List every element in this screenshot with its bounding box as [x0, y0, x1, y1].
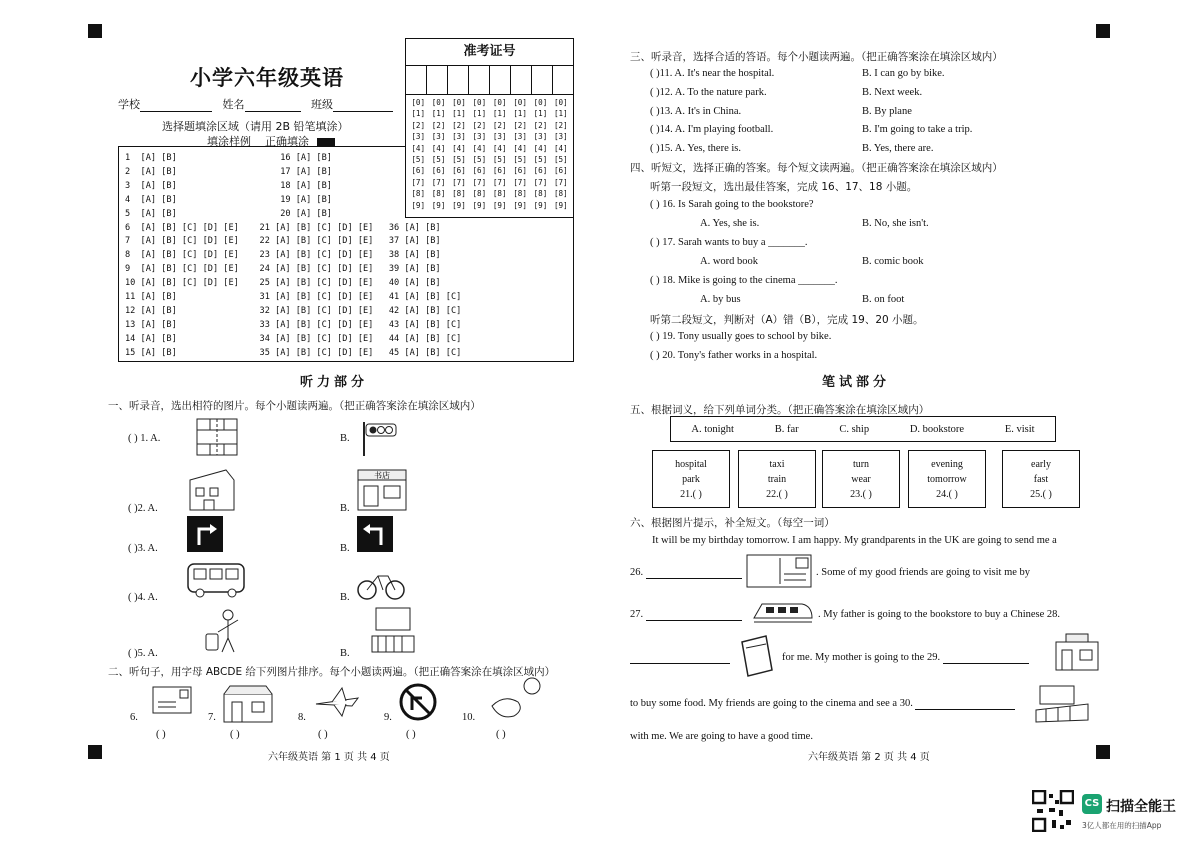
ticket-digit-column[interactable] [449, 97, 469, 211]
ticket-digit[interactable]: [3] [431, 132, 446, 142]
name-field[interactable] [245, 98, 301, 112]
right-footer: 六年级英语 第 2 页 共 4 页 [808, 752, 930, 763]
part2-heading: 二、听句子，用字母 ABCDE 给下列图片排序。每个小题读两遍。（把正确答案涂在填涂区域内） [108, 666, 556, 678]
no-right-turn-icon [398, 682, 438, 722]
cs-logo: CS [1082, 794, 1102, 814]
blank-28[interactable] [630, 652, 730, 664]
p2-label-9: 9. [384, 712, 392, 723]
q12-a: ( )12. A. To the nature park. [650, 86, 767, 98]
ticket-digit[interactable]: [8] [452, 189, 466, 199]
passage-t27: . My father is going to the bookstore to buy a Chinese 28. [818, 609, 1061, 620]
ticket-digit[interactable]: [0] [411, 98, 426, 107]
ticket-digit[interactable]: [3] [452, 132, 466, 142]
blank-30[interactable] [915, 698, 1015, 710]
cinema-icon [370, 606, 416, 656]
category-box [822, 450, 900, 508]
left-footer: 六年级英语 第 1 页 共 4 页 [268, 752, 390, 763]
bubble-row[interactable]: 4 [A] [B] 19 [A] [B] [125, 194, 332, 205]
crossroad-icon [196, 418, 238, 456]
airplane-icon [312, 684, 362, 720]
ticket-digit[interactable]: [5] [533, 155, 548, 165]
bubble-row[interactable]: 8 [A] [B] [C] [D] [E] 23 [A] [B] [C] [D] [E] 38 [A] [B] [125, 250, 441, 261]
ticket-digit[interactable]: [6] [492, 166, 507, 176]
blank-27[interactable] [646, 609, 742, 621]
ticket-digit[interactable]: [0] [533, 98, 548, 107]
ticket-digit[interactable]: [4] [492, 143, 507, 153]
q15-a: ( )15. A. Yes, there is. [650, 143, 741, 155]
train-icon [752, 598, 814, 626]
category-word: wear [851, 474, 871, 485]
ticket-digit[interactable]: [5] [411, 155, 426, 165]
category-word: turn [852, 459, 870, 470]
ticket-digit[interactable]: [1] [533, 109, 548, 119]
q17: ( ) 17. Sarah wants to buy a _______. [650, 237, 808, 248]
ticket-digit[interactable]: [6] [431, 166, 446, 176]
blank-29[interactable] [943, 652, 1029, 664]
class-field[interactable] [333, 98, 393, 112]
bookstore-icon [356, 468, 408, 512]
ticket-digit[interactable]: [3] [553, 132, 568, 142]
ticket-digit[interactable]: [9] [472, 200, 487, 210]
ticket-digit[interactable]: [1] [411, 109, 426, 119]
q14-b: B. I'm going to take a trip. [862, 124, 973, 136]
p2-label-8: 8. [298, 712, 306, 723]
name-label: 姓名 [222, 98, 245, 111]
category-word: train [767, 474, 787, 485]
ticket-digit[interactable]: [3] [513, 132, 527, 142]
ticket-digit[interactable]: [6] [452, 166, 466, 176]
bubble-row[interactable]: 7 [A] [B] [C] [D] [E] 22 [A] [B] [C] [D] [E] 37 [A] [B] [125, 236, 441, 247]
ticket-digit[interactable]: [9] [533, 200, 548, 210]
q18-b: B. on foot [862, 294, 905, 305]
ticket-digit-column[interactable] [469, 97, 489, 211]
ticket-digit[interactable]: [8] [553, 189, 568, 199]
ticket-digit[interactable]: [5] [492, 155, 507, 165]
q20: ( ) 20. Tony's father works in a hospital. [650, 350, 818, 361]
ticket-digit[interactable]: [3] [472, 132, 487, 142]
q13-b: B. By plane [862, 105, 912, 117]
q15-b: B. Yes, there are. [862, 143, 934, 155]
part4-sub1: 听第一段短文，选出最佳答案，完成 16、17、18 小题。 [650, 181, 918, 193]
passage-line1: It will be my birthday tomorrow. I am happy. My grandparents in the UK are going to send me a [652, 535, 1057, 546]
ticket-digit[interactable]: [6] [411, 166, 426, 176]
supermarket-icon [1054, 632, 1100, 672]
q17-b: B. comic book [862, 256, 924, 267]
ticket-digit[interactable]: [5] [431, 155, 446, 165]
bubble-row[interactable]: 5 [A] [B] 20 [A] [B] [125, 208, 332, 219]
ticket-digit[interactable]: [7] [513, 177, 527, 187]
ticket-digit[interactable]: [0] [452, 98, 466, 107]
bookstore-sign: 书店 [374, 471, 390, 480]
bubble-row[interactable]: 11 [A] [B] 31 [A] [B] [C] [D] [E] 41 [A] [B] [C] [125, 292, 462, 302]
bubble-row[interactable]: 1 [A] [B] 16 [A] [B] [125, 153, 332, 163]
q1-b-label: B. [340, 433, 350, 444]
ticket-digit[interactable]: [2] [553, 120, 568, 130]
hospital-building-icon [186, 466, 238, 512]
ticket-digit-column[interactable] [490, 97, 510, 211]
corner-mark [88, 24, 102, 38]
bubble-row[interactable]: 9 [A] [B] [C] [D] [E] 24 [A] [B] [C] [D] [E] 39 [A] [B] [125, 264, 441, 275]
postcard-icon [746, 554, 812, 588]
supermarket-icon [222, 684, 274, 724]
ticket-digit[interactable]: [7] [492, 177, 507, 187]
ticket-digit[interactable]: [1] [492, 109, 507, 119]
class-label: 班级 [311, 98, 333, 111]
ticket-label: 准考证号 [406, 39, 573, 66]
p2-blank-10[interactable]: ( ) [496, 729, 506, 740]
category-answer[interactable]: 22.( ) [766, 489, 788, 500]
ticket-digit[interactable]: [8] [431, 189, 446, 199]
ticket-digit[interactable]: [7] [472, 177, 487, 187]
n26: 26. [630, 567, 644, 578]
blank26-row [630, 567, 742, 579]
bus-icon [186, 560, 248, 600]
ticket-digit[interactable]: [1] [513, 109, 527, 119]
n27: 27. [630, 609, 644, 620]
turn-left-sign-icon [356, 515, 394, 553]
category-word: evening [931, 459, 963, 470]
ticket-digit[interactable]: [5] [513, 155, 527, 165]
ticket-digit[interactable]: [1] [472, 109, 487, 119]
q14-a: ( )14. A. I'm playing football. [650, 124, 774, 136]
corner-mark [1096, 24, 1110, 38]
ticket-digit[interactable]: [4] [513, 143, 527, 153]
bubble-row[interactable]: 12 [A] [B] 32 [A] [B] [C] [D] [E] 42 [A] [B] [C] [125, 305, 462, 316]
ticket-digit[interactable]: [2] [452, 120, 466, 130]
q13-a: ( )13. A. It's in China. [650, 105, 742, 117]
passage-t30: with me. We are going to have a good time. [630, 731, 813, 742]
ticket-digit[interactable]: [7] [533, 177, 548, 187]
ticket-digit[interactable]: [4] [472, 143, 487, 153]
moon-festival-icon [484, 676, 544, 722]
part3-heading: 三、听录音，选择合适的答语。每个小题读两遍。（把正确答案涂在填涂区域内） [630, 51, 1003, 63]
ticket-digit[interactable]: [9] [513, 200, 527, 210]
part5-heading: 五、根据词义，给下列单词分类。（把正确答案涂在填涂区域内） [630, 404, 930, 416]
category-box [1002, 450, 1080, 508]
bike-icon [356, 566, 406, 602]
p2-blank-7[interactable]: ( ) [230, 729, 240, 740]
q11-b: B. I can go by bike. [862, 68, 945, 79]
p2-label-6: 6. [130, 712, 138, 723]
student-info [118, 96, 393, 112]
ticket-digit[interactable]: [2] [431, 120, 446, 130]
ticket-digit[interactable]: [9] [411, 200, 426, 210]
bubble-row[interactable]: 2 [A] [B] 17 [A] [B] [125, 166, 332, 177]
ticket-digit[interactable]: [6] [513, 166, 527, 176]
category-box [738, 450, 816, 508]
q17-a: A. word book [700, 256, 759, 267]
section-written: 笔试部分 [822, 375, 891, 390]
word-option: C. ship [839, 423, 870, 435]
ticket-digit[interactable]: [8] [492, 189, 507, 199]
ticket-digit[interactable]: [3] [533, 132, 548, 142]
category-word: fast [1033, 474, 1049, 485]
school-field[interactable] [140, 98, 212, 112]
ticket-digit[interactable]: [9] [431, 200, 446, 210]
ticket-digit[interactable]: [6] [472, 166, 487, 176]
ticket-digit[interactable]: [6] [533, 166, 548, 176]
answer-area-label: 选择题填涂区域（请用 2B 铅笔填涂） [162, 120, 349, 133]
category-word: taxi [769, 459, 785, 470]
exam-ticket [405, 38, 574, 218]
ticket-digit[interactable]: [4] [553, 143, 568, 153]
ticket-digit[interactable]: [8] [513, 189, 527, 199]
ticket-digit[interactable]: [7] [431, 177, 446, 187]
ticket-digit[interactable]: [8] [472, 189, 487, 199]
blank-26[interactable] [646, 567, 742, 579]
page-title: 小学六年级英语 [190, 66, 344, 90]
q12-b: B. Next week. [862, 86, 923, 98]
word-options-box [670, 416, 1056, 442]
blank28-row [630, 652, 730, 664]
category-word: early [1031, 459, 1051, 470]
p2-blank-9[interactable]: ( ) [406, 729, 416, 740]
q16: ( ) 16. Is Sarah going to the bookstore? [650, 199, 814, 210]
category-word: tomorrow [927, 474, 967, 485]
category-answer[interactable]: 21.( ) [680, 489, 702, 500]
ticket-digit[interactable]: [5] [452, 155, 466, 165]
category-box [908, 450, 986, 508]
ticket-digit-column[interactable] [510, 97, 530, 211]
ticket-digit-column[interactable] [551, 97, 571, 211]
part4-heading: 四、听短文，选择正确的答案。每个短文读两遍。（把正确答案涂在填涂区域内） [630, 162, 1003, 174]
passage-t28 [782, 652, 1029, 664]
traveler-icon [200, 608, 244, 656]
category-word: park [682, 474, 700, 485]
category-answer[interactable]: 23.( ) [850, 489, 872, 500]
ticket-digit[interactable]: [7] [553, 177, 568, 187]
category-answer[interactable]: 25.( ) [1030, 489, 1052, 500]
passage-t29 [630, 698, 1015, 710]
ticket-digit[interactable]: [2] [492, 120, 507, 130]
ticket-digit[interactable]: [9] [553, 200, 568, 210]
category-answer[interactable]: 24.( ) [936, 489, 958, 500]
q2-label: ( )2. A. [128, 503, 158, 514]
q18: ( ) 18. Mike is going to the cinema _______. [650, 275, 838, 286]
q4-b-label: B. [340, 592, 350, 603]
ticket-digit[interactable]: [0] [492, 98, 507, 107]
part6-heading: 六、根据图片提示，补全短文。（每空一词） [630, 517, 835, 529]
word-option: A. tonight [691, 423, 734, 435]
word-option: D. bookstore [909, 423, 965, 435]
correct-label: 正确填涂 [265, 135, 309, 148]
word-option: E. visit [1004, 423, 1035, 435]
ticket-digit[interactable]: [2] [472, 120, 487, 130]
ticket-digit[interactable]: [0] [553, 98, 568, 107]
bubble-row[interactable]: 15 [A] [B] 35 [A] [B] [C] [D] [E] 45 [A] [B] [C] [125, 347, 462, 358]
bubble-row[interactable]: 14 [A] [B] 34 [A] [B] [C] [D] [E] 44 [A] [B] [C] [125, 333, 462, 344]
ticket-digit[interactable]: [6] [553, 166, 568, 176]
q19: ( ) 19. Tony usually goes to school by bike. [650, 331, 832, 342]
part4-sub2: 听第二段短文，判断对（A）错（B），完成 19、20 小题。 [650, 314, 924, 326]
ticket-digits [406, 95, 573, 213]
q3-label: ( )3. A. [128, 543, 158, 554]
q3-b-label: B. [340, 543, 350, 554]
ticket-digit[interactable]: [1] [553, 109, 568, 119]
category-box [652, 450, 730, 508]
bubble-row[interactable]: 3 [A] [B] 18 [A] [B] [125, 180, 332, 191]
q16-b: B. No, she isn't. [862, 218, 929, 229]
p2-blank-6[interactable]: ( ) [156, 729, 166, 740]
part1-heading: 一、听录音，选出相符的图片。每个小题读两遍。（把正确答案涂在填涂区域内） [108, 400, 481, 412]
corner-mark [1096, 745, 1110, 759]
q5-b-label: B. [340, 648, 350, 659]
bubble-row[interactable]: 6 [A] [B] [C] [D] [E] 21 [A] [B] [C] [D] [E] 36 [A] [B] [125, 222, 441, 233]
postcard-icon [152, 686, 192, 714]
p2-label-7: 7. [208, 712, 216, 723]
ticket-digit[interactable]: [4] [533, 143, 548, 153]
qr-code-icon [1032, 790, 1074, 832]
corner-mark [88, 745, 102, 759]
q4-label: ( )4. A. [128, 592, 158, 603]
ticket-digit[interactable]: [1] [452, 109, 466, 119]
bubble-row[interactable]: 10 [A] [B] [C] [D] [E] 25 [A] [B] [C] [D] [E] 40 [A] [B] [125, 278, 441, 289]
passage-t26: . Some of my good friends are going to visit me by [816, 567, 1031, 578]
brand-tagline: 3亿人都在用的扫描App [1082, 821, 1162, 830]
brand-name: 扫描全能王 [1106, 799, 1176, 815]
q1-label: ( ) 1. A. [128, 433, 161, 444]
ticket-digit[interactable]: [7] [411, 177, 426, 187]
ticket-digit[interactable]: [3] [492, 132, 507, 142]
ticket-digit[interactable]: [8] [533, 189, 548, 199]
ticket-digit[interactable]: [5] [553, 155, 568, 165]
ticket-cells[interactable] [406, 66, 573, 95]
p2-label-10: 10. [462, 712, 476, 723]
ticket-digit[interactable]: [4] [411, 143, 426, 153]
ticket-digit[interactable]: [2] [411, 120, 426, 130]
category-word: hospital [675, 459, 707, 470]
ticket-digit-column[interactable] [530, 97, 550, 211]
ticket-digit-column[interactable] [408, 97, 428, 211]
p2-blank-8[interactable]: ( ) [318, 729, 328, 740]
ticket-digit[interactable]: [0] [472, 98, 487, 107]
sample-label: 填涂样例 [207, 135, 251, 148]
passage-t28-text: for me. My mother is going to the 29. [782, 652, 941, 663]
ticket-digit[interactable]: [4] [452, 143, 466, 153]
passage-t29-text: to buy some food. My friends are going to the cinema and see a 30. [630, 698, 913, 709]
ticket-digit[interactable]: [0] [431, 98, 446, 107]
blank27-row [630, 609, 742, 621]
ticket-digit[interactable]: [9] [492, 200, 507, 210]
cinema-icon [1034, 684, 1090, 724]
section-listening: 听力部分 [300, 375, 369, 390]
ticket-digit[interactable]: [4] [431, 143, 446, 153]
ticket-digit[interactable]: [1] [431, 109, 446, 119]
word-option: B. far [774, 423, 799, 435]
school-label: 学校 [118, 98, 140, 111]
q11-a: ( )11. A. It's near the hospital. [650, 68, 775, 79]
bubble-row[interactable]: 13 [A] [B] 33 [A] [B] [C] [D] [E] 43 [A] [B] [C] [125, 319, 462, 330]
ticket-digit[interactable]: [2] [513, 120, 527, 130]
q5-label: ( )5. A. [128, 648, 158, 659]
traffic-light-icon [358, 420, 398, 456]
ticket-digit[interactable]: [2] [533, 120, 548, 130]
q18-a: A. by bus [700, 294, 741, 305]
turn-right-sign-icon [186, 515, 224, 553]
q16-a: A. Yes, she is. [700, 218, 760, 229]
ticket-digit[interactable]: [5] [472, 155, 487, 165]
ticket-digit[interactable]: [3] [411, 132, 426, 142]
ticket-digit[interactable]: [8] [411, 189, 426, 199]
book-icon [738, 634, 776, 678]
ticket-digit[interactable]: [7] [452, 177, 466, 187]
ticket-digit[interactable]: [0] [513, 98, 527, 107]
ticket-digit[interactable]: [9] [452, 200, 466, 210]
ticket-digit-column[interactable] [428, 97, 448, 211]
q2-b-label: B. [340, 503, 350, 514]
